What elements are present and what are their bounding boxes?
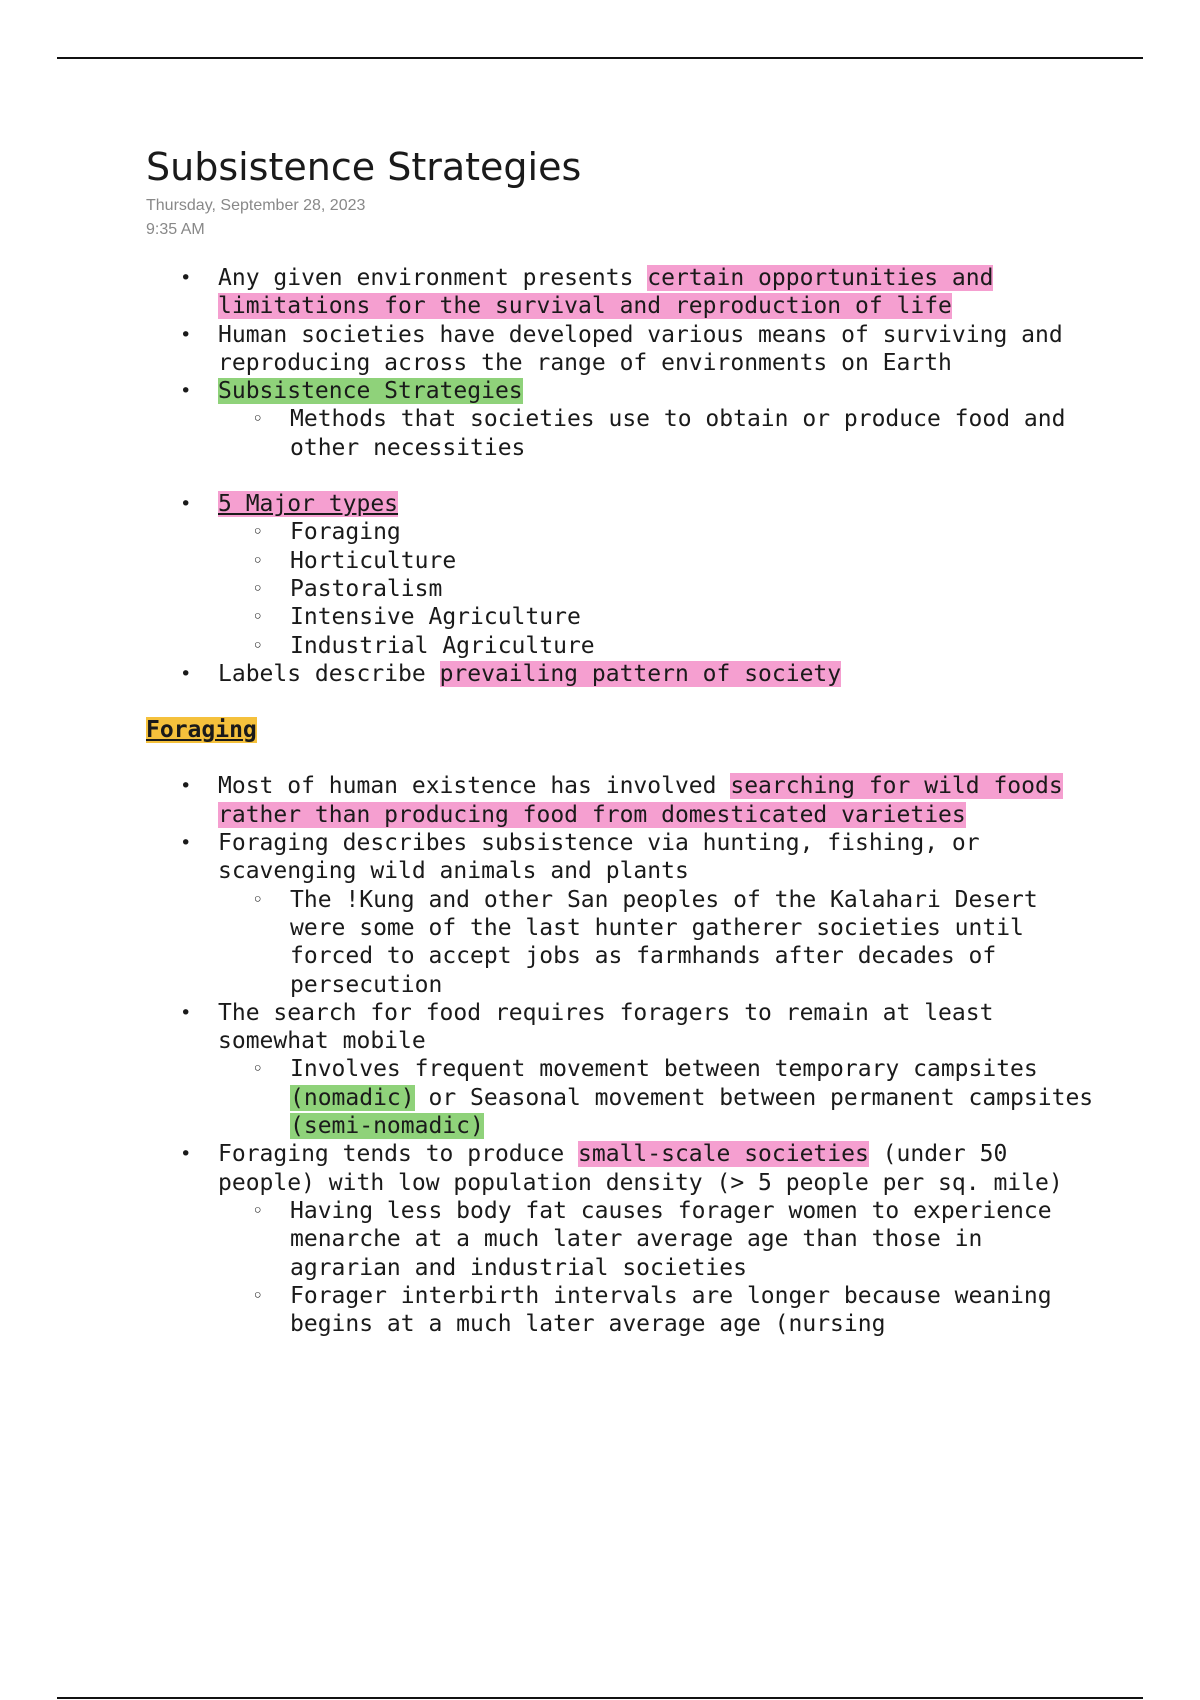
list-item	[218, 603, 1106, 631]
foraging-f3-sublist	[218, 1055, 1106, 1140]
foraging-f1-text: Most of human existence has involved	[218, 773, 731, 800]
list-item	[146, 264, 1106, 321]
list-item	[218, 886, 1106, 999]
list-item	[218, 1197, 1106, 1282]
intro-b3-sublist	[218, 405, 1106, 462]
intro-b5-text: Labels describe	[218, 660, 440, 687]
foraging-f2-sub-text: The !Kung and other San peoples of the Kalahari Desert were some of the last hunter gatherer societies until forced to accept jobs as farmhands after decades of persecution	[290, 886, 1038, 998]
foraging-semi-nomadic-highlight: (semi-nomadic)	[290, 1113, 484, 1140]
list-item	[146, 377, 1106, 462]
type-horticulture: Horticulture	[290, 547, 457, 574]
type-pastoralism: Pastoralism	[290, 575, 443, 602]
list-item	[218, 547, 1106, 575]
list-item	[146, 1140, 1106, 1338]
page-title: Subsistence Strategies	[146, 145, 582, 189]
types-heading-highlight: 5 Major types	[218, 491, 399, 518]
foraging-list	[146, 772, 1106, 1338]
list-item	[218, 1282, 1106, 1339]
type-foraging: Foraging	[290, 519, 401, 546]
foraging-f3-text: The search for food requires foragers to remain at least somewhat mobile	[218, 999, 994, 1055]
top-rule	[57, 57, 1143, 59]
list-item	[218, 575, 1106, 603]
foraging-f4-sub2: Forager interbirth intervals are longer because weaning begins at a much later average age (nursing	[290, 1282, 1052, 1338]
intro-b1-highlight: certain opportunities and limitations for the survival and reproduction of life	[218, 265, 994, 320]
foraging-f4-sublist	[218, 1197, 1106, 1338]
type-intensive-agriculture: Intensive Agriculture	[290, 604, 581, 631]
foraging-f4-b: (under 50 people) with low population density (> 5 people per sq. mile)	[218, 1141, 1063, 1196]
foraging-f3-sub-b: or Seasonal movement between permanent campsites	[414, 1084, 1094, 1111]
foraging-heading-row	[146, 716, 1106, 744]
intro-b3-highlight: Subsistence Strategies	[218, 378, 523, 405]
foraging-f4-a: Foraging tends to produce	[218, 1141, 579, 1168]
list-item	[146, 772, 1106, 829]
types-sublist	[218, 518, 1106, 659]
note-date: Thursday, September 28, 2023	[146, 197, 366, 214]
intro-b5-highlight: prevailing pattern of society	[439, 660, 842, 687]
list-item	[218, 632, 1106, 660]
intro-b1-text: Any given environment presents	[218, 265, 648, 291]
list-item	[146, 321, 1106, 378]
foraging-f3-sub-a: Involves frequent movement between temporary campsites	[290, 1056, 1038, 1083]
list-item	[146, 490, 1106, 660]
list-item	[218, 518, 1106, 546]
list-item	[218, 405, 1106, 462]
intro-b3-sub-text: Methods that societies use to obtain or produce food and other necessities	[290, 406, 1066, 461]
intro-list	[146, 264, 1106, 462]
note-page	[146, 140, 1106, 1338]
spacer	[146, 688, 1106, 716]
list-item	[146, 999, 1106, 1140]
foraging-f4-sub1: Having less body fat causes forager women to experience menarche at a much later average age than those in agrarian and industrial societies	[290, 1197, 1052, 1281]
list-item	[218, 1055, 1106, 1140]
intro-b2-text: Human societies have developed various means of surviving and reproducing across the range of environments on Earth	[218, 321, 1063, 376]
foraging-heading: Foraging	[146, 717, 257, 744]
spacer	[146, 462, 1106, 490]
list-item	[146, 660, 1106, 688]
foraging-f2-text: Foraging describes subsistence via hunting, fishing, or scavenging wild animals and plants	[218, 830, 980, 885]
note-time: 9:35 AM	[146, 221, 205, 238]
list-item	[146, 829, 1106, 999]
foraging-f1-highlight: searching for wild foods rather than producing food from domesticated varieties	[218, 773, 1063, 828]
bottom-rule	[57, 1697, 1143, 1699]
foraging-f2-sublist	[218, 886, 1106, 999]
foraging-nomadic-highlight: (nomadic)	[290, 1084, 415, 1111]
foraging-small-scale-highlight: small-scale societies	[578, 1141, 869, 1168]
notes-body	[146, 264, 1106, 1338]
spacer	[146, 744, 1106, 772]
type-industrial-agriculture: Industrial Agriculture	[290, 632, 595, 659]
types-list	[146, 490, 1106, 688]
